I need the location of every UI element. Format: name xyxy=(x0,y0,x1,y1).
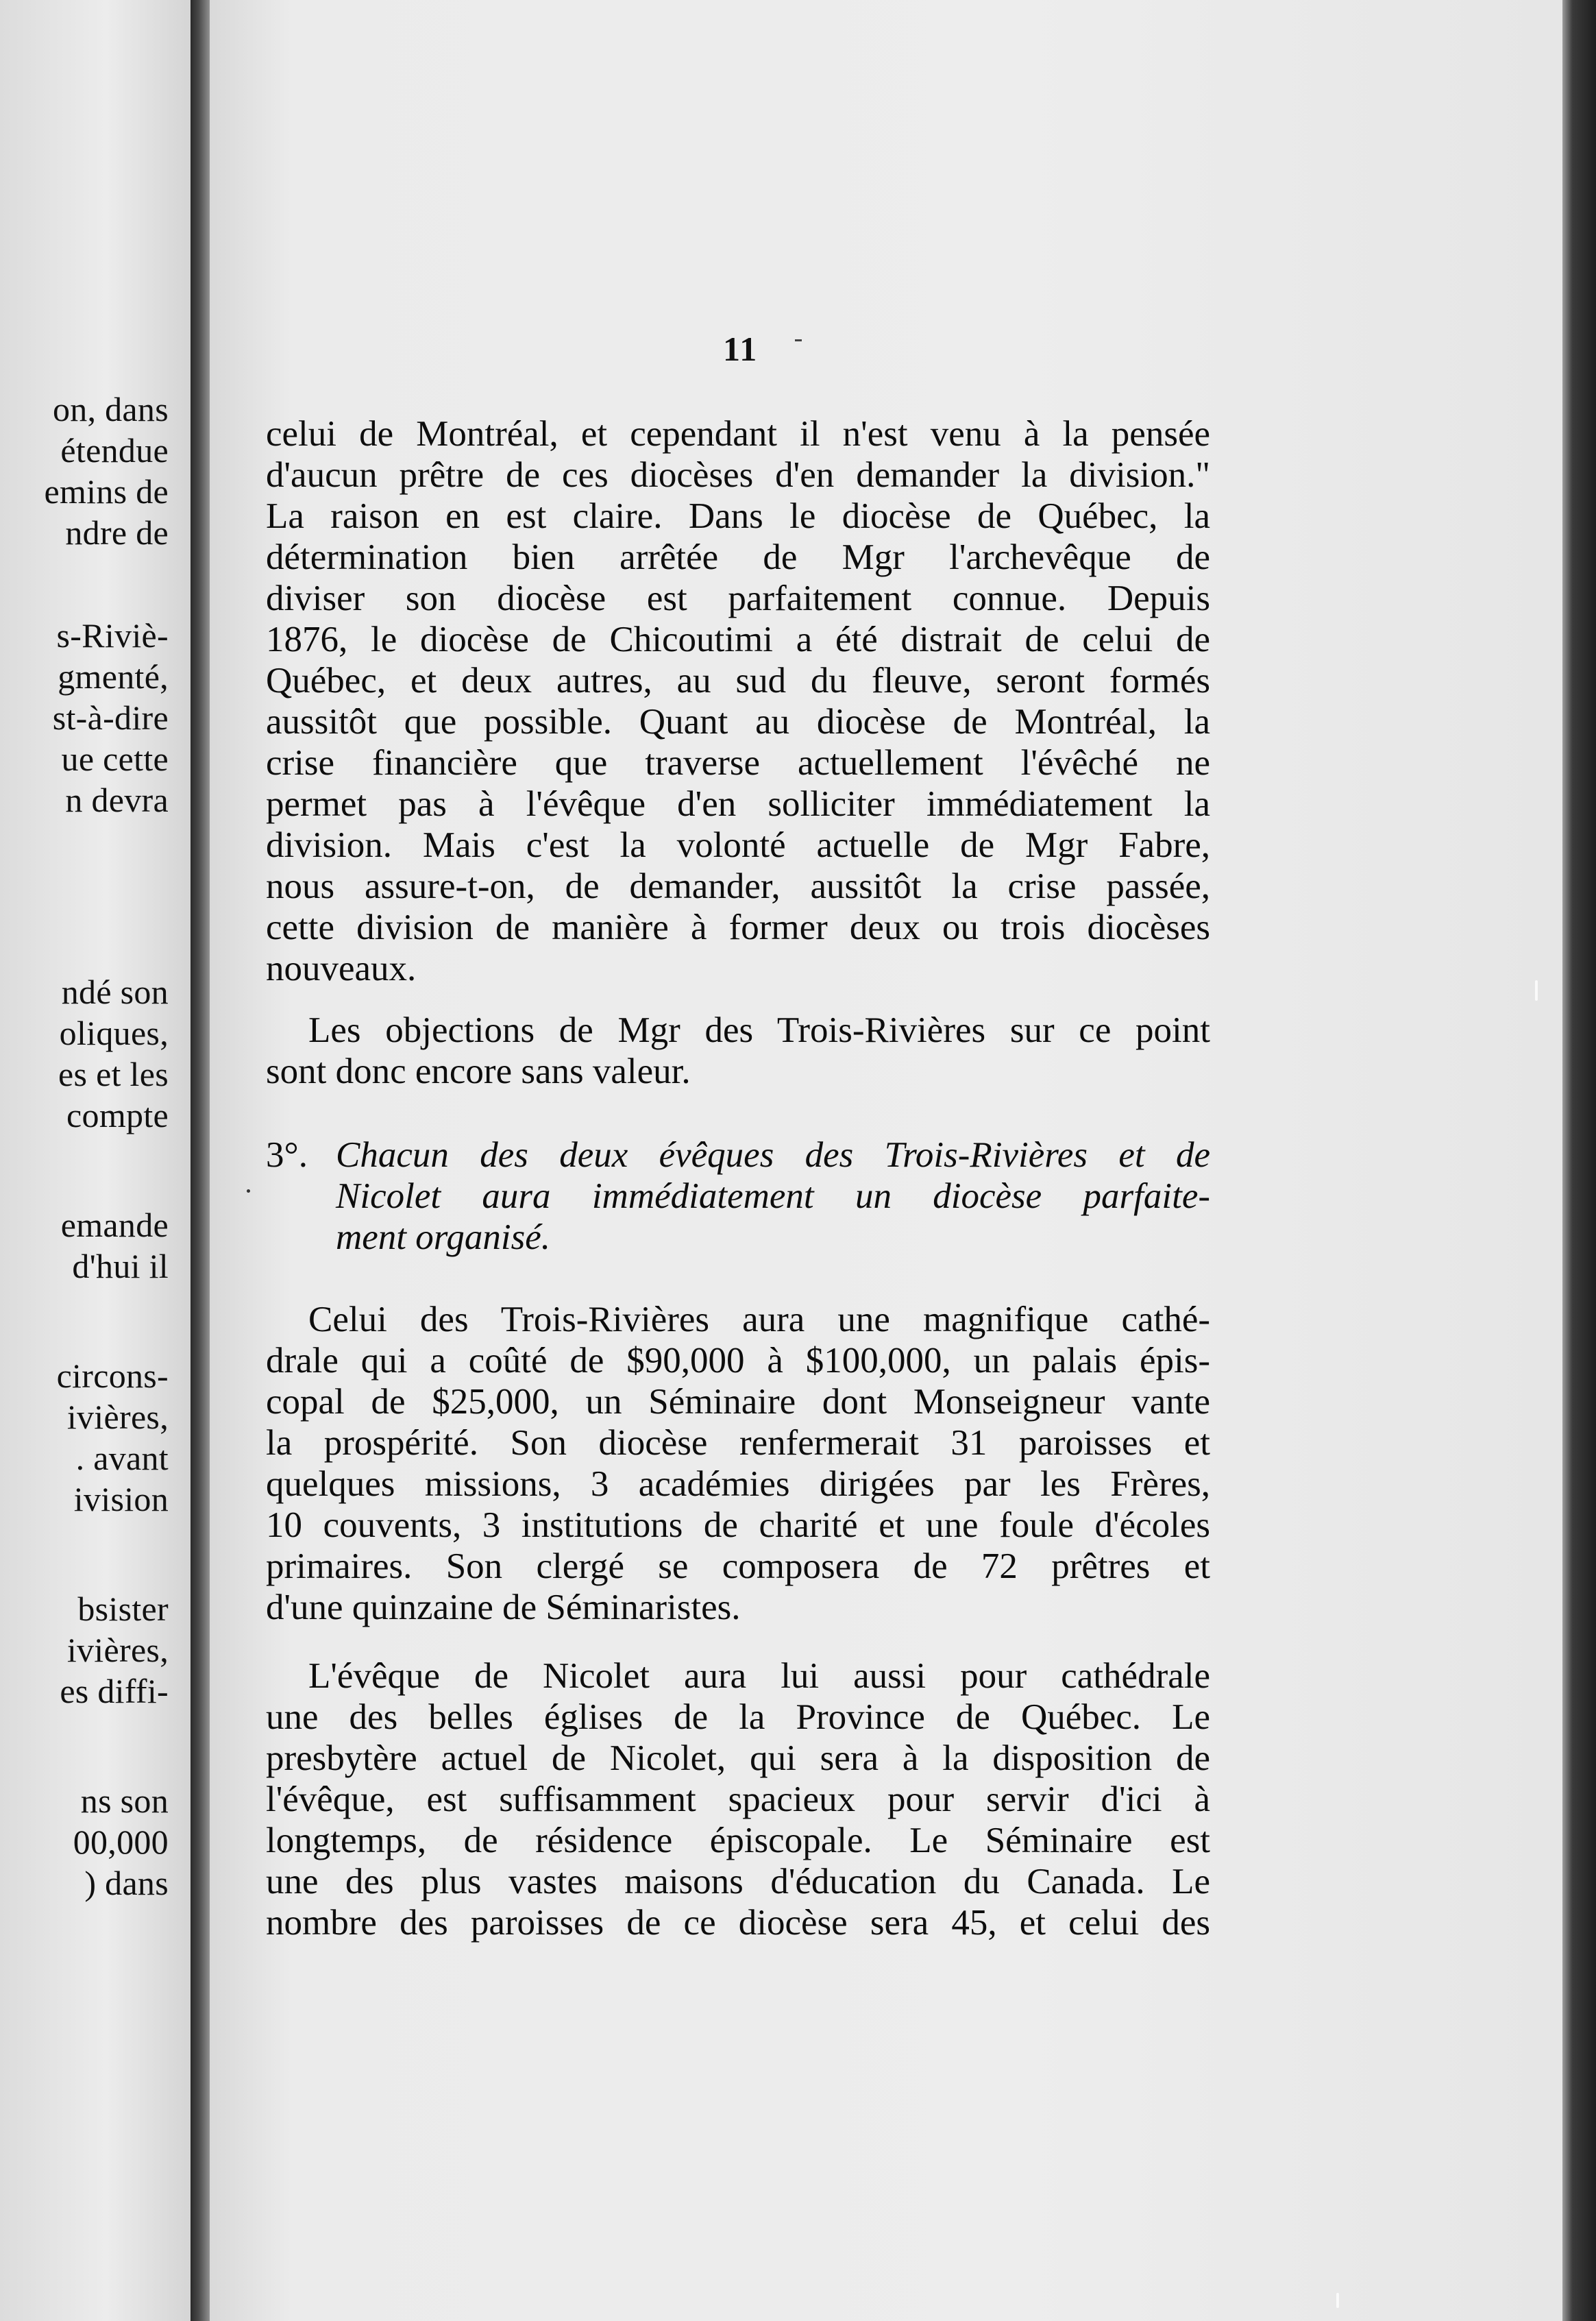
text-line: nouveaux. xyxy=(266,949,417,988)
text-line: Québec, et deux autres, au sud du fleuve, seront formés xyxy=(266,661,1210,701)
text-line: Celui des Trois-Rivières aura une magnifique cathé- xyxy=(308,1300,1210,1339)
heading-line: ment organisé. xyxy=(336,1217,551,1257)
left-page-line: s-Riviè- xyxy=(56,616,169,655)
left-page-line: emande xyxy=(60,1206,169,1244)
page-number-dash xyxy=(795,339,802,341)
section-number: 3°. xyxy=(266,1135,308,1175)
left-page-line: st-à-dire xyxy=(52,698,169,737)
text-line: primaires. Son clergé se composera de 72 prêtres et xyxy=(266,1546,1210,1586)
heading-line: Chacun des deux évêques des Trois-Rivières et de xyxy=(336,1135,1210,1175)
text-line: aussitôt que possible. Quant au diocèse de Montréal, la xyxy=(266,702,1210,742)
page-number: 11 xyxy=(723,330,759,368)
text-line: nous assure-t-on, de demander, aussitôt la crise passée, xyxy=(266,866,1210,906)
body-paragraph xyxy=(266,1299,1210,1628)
left-page-line: gmenté, xyxy=(58,657,169,696)
text-line: d'une quinzaine de Séminaristes. xyxy=(266,1588,741,1627)
left-page-line: oliques, xyxy=(59,1014,169,1052)
left-page-line: ) dans xyxy=(84,1864,169,1902)
text-line: presbytère actuel de Nicolet, qui sera à la disposition de xyxy=(266,1738,1210,1778)
text-line: drale qui a coûté de $90,000 à $100,000, un palais épis- xyxy=(266,1341,1210,1381)
text-line: L'évêque de Nicolet aura lui aussi pour cathédrale xyxy=(308,1656,1210,1696)
text-line: une des belles églises de la Province de Québec. Le xyxy=(266,1697,1210,1737)
text-line: La raison en est claire. Dans le diocèse de Québec, la xyxy=(266,496,1210,536)
left-page-line: étendue xyxy=(60,431,169,470)
text-line: Les objections de Mgr des Trois-Rivières sur ce point xyxy=(308,1010,1210,1050)
left-page-line: 00,000 xyxy=(73,1823,169,1861)
text-line: 10 couvents, 3 institutions de charité et une foule d'écoles xyxy=(266,1505,1210,1545)
text-line: d'aucun prêtre de ces diocèses d'en demander la division." xyxy=(266,455,1210,495)
text-line: détermination bien arrêtée de Mgr l'archevêque de xyxy=(266,537,1210,577)
left-page-line: d'hui il xyxy=(72,1247,169,1285)
left-page-line: bsister xyxy=(77,1590,169,1628)
left-page-line: compte xyxy=(66,1096,169,1134)
heading-line: Nicolet aura immédiatement un diocèse parfaite- xyxy=(336,1176,1210,1216)
left-page-line: n devra xyxy=(65,781,169,819)
text-line: copal de $25,000, un Séminaire dont Monseigneur vante xyxy=(266,1382,1210,1422)
left-page-line: ivières, xyxy=(66,1398,169,1436)
text-line: 1876, le diocèse de Chicoutimi a été distrait de celui de xyxy=(266,620,1210,659)
left-page-line: ivières, xyxy=(66,1631,169,1669)
left-page-line: ndre de xyxy=(65,513,169,552)
left-page-line: ns son xyxy=(80,1782,169,1820)
text-line: quelques missions, 3 académies dirigées par les Frères, xyxy=(266,1464,1210,1504)
text-line: division. Mais c'est la volonté actuelle de Mgr Fabre, xyxy=(266,825,1210,865)
page-edge-shadow xyxy=(1562,0,1596,2321)
text-line: celui de Montréal, et cependant il n'est venu à la pensée xyxy=(266,414,1210,454)
text-line: la prospérité. Son diocèse renfermerait 31 paroisses et xyxy=(266,1423,1210,1463)
left-page-line: ndé son xyxy=(61,973,169,1011)
scan-artifact xyxy=(1535,980,1538,1001)
text-line: longtemps, de résidence épiscopale. Le Séminaire est xyxy=(266,1821,1210,1860)
body-paragraph xyxy=(266,1010,1210,1092)
left-page-line: on, dans xyxy=(52,390,169,428)
left-page-line: . avant xyxy=(75,1439,169,1477)
left-page-line: emins de xyxy=(44,472,169,511)
left-page-line: es diffi- xyxy=(60,1672,169,1710)
scan-speck xyxy=(247,1189,250,1193)
left-page-line: circons- xyxy=(56,1357,169,1395)
section-heading xyxy=(336,1134,1210,1258)
text-line: nombre des paroisses de ce diocèse sera 45, et celui des xyxy=(266,1903,1210,1943)
left-page-fragment xyxy=(0,0,193,2321)
left-page-line: ivision xyxy=(73,1480,169,1518)
book-gutter-shadow xyxy=(191,0,211,2321)
left-page-line: es et les xyxy=(58,1055,169,1093)
scan-artifact xyxy=(1336,2293,1339,2308)
text-line: cette division de manière à former deux ou trois diocèses xyxy=(266,908,1210,947)
left-page-line: ue cette xyxy=(61,740,169,778)
text-line: permet pas à l'évêque d'en solliciter immédiatement la xyxy=(266,784,1210,824)
text-line: diviser son diocèse est parfaitement connue. Depuis xyxy=(266,579,1210,618)
body-paragraph xyxy=(266,413,1210,989)
text-line: l'évêque, est suffisamment spacieux pour servir d'ici à xyxy=(266,1779,1210,1819)
text-line: sont donc encore sans valeur. xyxy=(266,1052,691,1091)
body-paragraph xyxy=(266,1655,1210,1943)
text-line: crise financière que traverse actuellement l'évêché ne xyxy=(266,743,1210,783)
text-line: une des plus vastes maisons d'éducation du Canada. Le xyxy=(266,1862,1210,1901)
